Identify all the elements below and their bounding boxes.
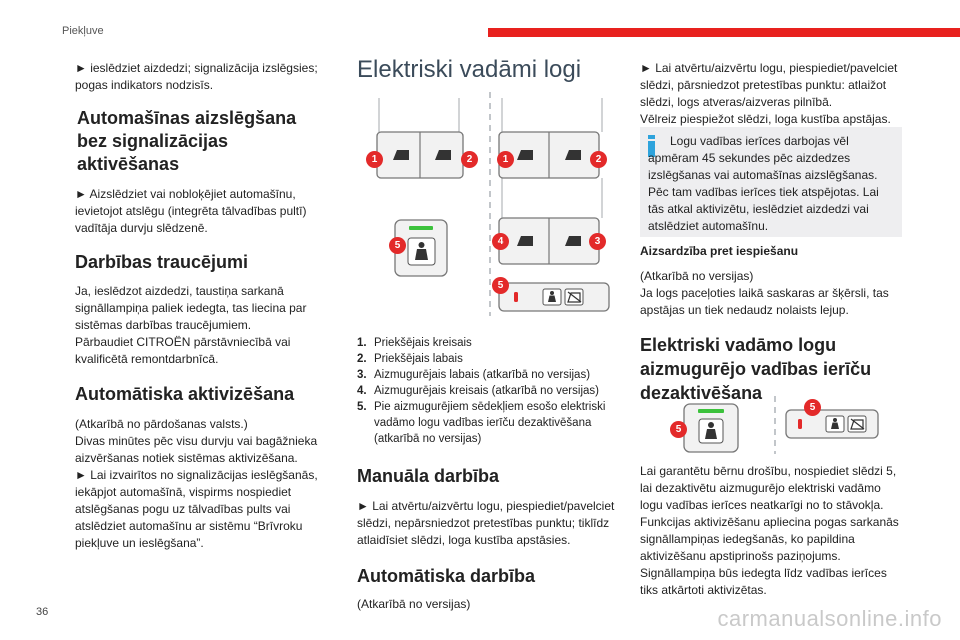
middle-column (357, 335, 622, 613)
marker-5: 5 (670, 421, 687, 438)
marker-2: 2 (590, 151, 607, 168)
list-item: 5. Pie aizmugurējiem sēdekļiem esošo elektriski vadāmo logu vadības ierīču dezaktivēšana (atkarībā no versijas) (357, 401, 606, 445)
child-icon (550, 291, 554, 295)
automatic-text: (Atkarībā no versijas) (357, 597, 471, 611)
rear-deactivation-switch-panel (786, 410, 878, 438)
marker-4: 4 (492, 233, 509, 250)
child-icon (419, 242, 425, 248)
list-item: 4. Aizmugurējais kreisais (atkarībā no versijas) (357, 385, 599, 397)
red-led (514, 292, 518, 302)
manual-text: ► Lai atvērtu/aizvērtu logu, piespiediet/pavelciet slēdzi, nepārsniedzot pretestības punktu; tiklīdz atlaidīsiet slēdzi, loga kustība apstāsies. (357, 499, 615, 547)
lock-without-alarm-text: ► Aizslēdziet vai nobloķējiet automašīnu, ievietojot atslēgu (integrēta tālvadības pultī) vadītāja durvju slēdzenē. (75, 187, 307, 235)
child-lock-button-illustration (684, 404, 738, 452)
rear-window-switches (499, 218, 599, 264)
deactivation-figure (668, 394, 883, 456)
front-window-switches-left (377, 132, 463, 178)
child-icon (833, 418, 837, 422)
legend-list (357, 335, 622, 447)
auto-activation-text: (Atkarībā no pārdošanas valsts.) Divas minūtes pēc visu durvju vai bagāžnieka aizvēršanas notiek sistēmas aktivizēšana. ► Lai izvairītos no signalizācijas ieslēgšanās, iekāpjot automašīnā, vispirms nospiediet atslēgšanas pogu uz tālvadības pults vai atslēdziet automašīnu ar sistēmu “Brīvroku piekļuve un ieslēgšana”. (75, 417, 318, 550)
intro-text: ► ieslēdziet aizdedzi; signalizācija izslēgsies; pogas indikators nodzisīs. (75, 61, 318, 92)
section-title-anti-pinch: Aizsardzība pret iespiešanu (640, 244, 799, 258)
marker-5: 5 (389, 237, 406, 254)
rear-deactivation-switch-panel (499, 283, 609, 311)
marker-5: 5 (804, 399, 821, 416)
page-number: 36 (36, 606, 49, 618)
anti-pinch-text: (Atkarībā no versijas) Ja logs paceļoties laikā saskaras ar šķērsli, tas apstājas un tiek nedaudz nolaists lejup. (640, 269, 889, 317)
accent-bar (488, 28, 960, 37)
list-item: 3. Aizmugurējais labais (atkarībā no versijas) (357, 369, 591, 381)
right-column-lower (640, 243, 905, 405)
red-led (798, 419, 802, 429)
list-item: 1. Priekšējais kreisais (357, 337, 472, 349)
section-title-rear-deactivation: Elektriski vadāmo logu aizmugurējo vadības ierīču dezaktivēšana (640, 335, 872, 403)
section-title-lock-without-alarm: Automašīnas aizslēgšana bez signalizācijas aktivēšanas (77, 108, 297, 174)
right-para-1: ► Lai atvērtu/aizvērtu logu, piespiediet/pavelciet slēdzi, pārsniedzot pretestības punktu: atlaižot slēdzi, logs atveras/aizveras pilnībā. Vēlreiz piespiežot slēdzi, loga kustība apstājas. (640, 61, 898, 126)
rear-deactivation-text: Lai garantētu bērnu drošību, nospiediet slēdzi 5, lai dezaktivētu aizmugurējo elektriski vadāmo logu vadības ierīces neatkarīgi no to stāvokļa. Funkcijas aktivizēšanu apliecina pogas sarkanās signāllampiņas iedegšanās, ko papildina aktivizēšanu apstiprinošs paziņojums. Signāllampiņa būs iedegta līdz vadības ierīces tiks atkārtoti aktivizētas. (640, 464, 899, 597)
watermark: carmanualsonline.info (717, 606, 942, 631)
section-title-malfunctions: Darbības traucējumi (75, 252, 249, 272)
marker-1: 1 (497, 151, 514, 168)
list-item: 2. Priekšējais labais (357, 353, 463, 365)
left-column (75, 60, 330, 552)
section-title-automatic: Automātiska darbība (357, 566, 536, 586)
marker-1: 1 (366, 151, 383, 168)
note-text: Logu vadības ierīces darbojas vēl apmēram 45 sekundes pēc aizdedzes izslēgšanas vai automašīnas aizslēgšanas. Pēc tam vadības ierīces tiek atspējotas. Lai tās atkal aktivizētu, ieslēdziet aizdedzi vai atslēdziet automašīnu. (648, 134, 879, 233)
green-led (409, 226, 433, 230)
green-led (698, 409, 724, 413)
marker-3: 3 (589, 233, 606, 250)
malfunctions-text: Ja, ieslēdzot aizdedzi, taustiņa sarkanā signāllampiņa paliek iedegta, tas liecina par sistēmas darbības traucējumiem. Pārbaudiet CITROËN pārstāvniecībā vai kvalificētā remontdarbnīcā. (75, 284, 307, 366)
child-icon (708, 422, 714, 428)
marker-5: 5 (492, 277, 509, 294)
section-title-manual: Manuāla darbība (357, 466, 500, 486)
section-header: Piekļuve (62, 25, 104, 37)
front-window-switches-right (499, 132, 599, 178)
info-note (640, 127, 902, 237)
marker-2: 2 (461, 151, 478, 168)
page-title-electric-windows: Elektriski vadāmi logi (357, 56, 582, 83)
section-title-auto-activation: Automātiska aktivizēšana (75, 384, 295, 404)
